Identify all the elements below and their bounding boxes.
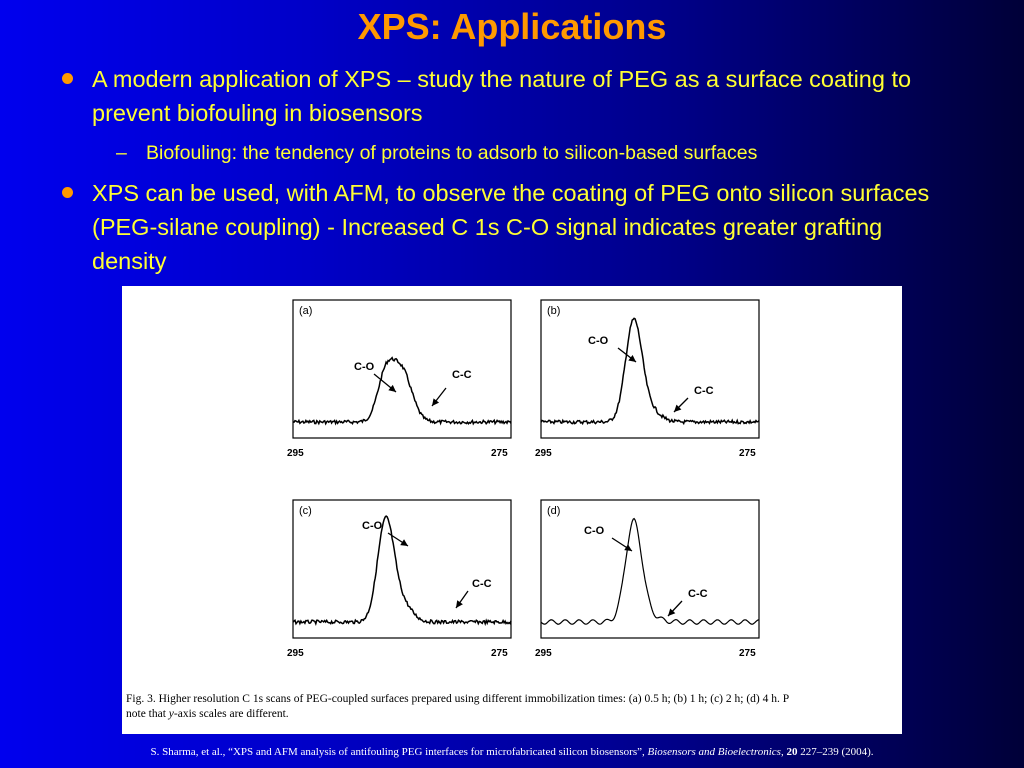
x-tick-label: 295 [535,648,552,659]
panel-frame [293,500,511,638]
arrowhead-icon [400,539,408,546]
caption-line-2 [126,707,902,722]
arrowhead-icon [628,355,636,362]
x-tick-label: 295 [535,448,552,459]
panel-frame [541,300,759,438]
bullet-1: A modern application of XPS – study the nature of PEG as a surface coating to prevent biofouling in biosensors [92,66,912,126]
panel-letter: (b) [547,305,561,317]
peak-label: C-C [688,588,708,600]
peak-label: C-O [354,361,375,373]
spectrum-line [293,516,511,624]
arrowhead-icon [456,600,463,608]
citation [0,746,1024,758]
citation-pages: 227–239 (2004). [797,746,874,758]
peak-label: C-C [694,385,714,397]
x-tick-label: 295 [287,648,304,659]
peak-label: C-O [584,525,605,537]
x-tick-label: 275 [739,648,756,659]
sub-bullet-dash: – [116,142,127,164]
peak-label: C-O [588,335,609,347]
caption-line-1: Fig. 3. Higher resolution C 1s scans of PEG-coupled surfaces prepared using different immobilization times: (a) 0.5 h; (b) 1 h; (c) 2 h; (d) 4 h. P [126,693,790,705]
peak-label: C-O [362,520,383,532]
x-tick-label: 275 [739,448,756,459]
bullet-dot-icon [62,187,73,198]
slide-title: XPS: Applications [357,6,667,47]
spectrum-line [541,519,759,625]
figure-caption [126,692,902,722]
citation-volume: 20 [786,746,798,758]
xps-spectra-chart [122,286,902,734]
panel-letter: (c) [299,505,312,517]
citation-sep: , [780,746,787,758]
panel-letter: (a) [299,305,313,317]
peak-label: C-C [472,578,492,590]
spectrum-line [293,358,511,424]
panel-letter: (d) [547,505,561,517]
citation-journal: Biosensors and Bioelectronics [647,746,781,758]
sub-bullet-1: Biofouling: the tendency of proteins to adsorb to silicon-based surfaces [146,142,758,164]
caption-line-2-post: -axis scales are different. [173,708,289,720]
peak-label: C-C [452,369,472,381]
panel-frame [541,500,759,638]
x-tick-label: 275 [491,648,508,659]
x-tick-label: 295 [287,448,304,459]
spectrum-line [541,318,759,423]
citation-authors-title: S. Sharma, et al., “XPS and AFM analysis of antifouling PEG interfaces for microfabricated silicon biosensors”, [150,746,648,758]
bullet-2: XPS can be used, with AFM, to observe the coating of PEG onto silicon surfaces (PEG-silane coupling) - Increased C 1s C-O signal indicates greater grafting density [92,180,930,274]
arrowhead-icon [432,398,439,406]
xps-figure [122,286,902,734]
caption-line-2-italic: y [168,708,174,720]
panel-frame [293,300,511,438]
arrowhead-icon [624,544,632,551]
caption-line-2-pre: note that [126,708,169,720]
bullet-dot-icon [62,73,73,84]
x-tick-label: 275 [491,448,508,459]
